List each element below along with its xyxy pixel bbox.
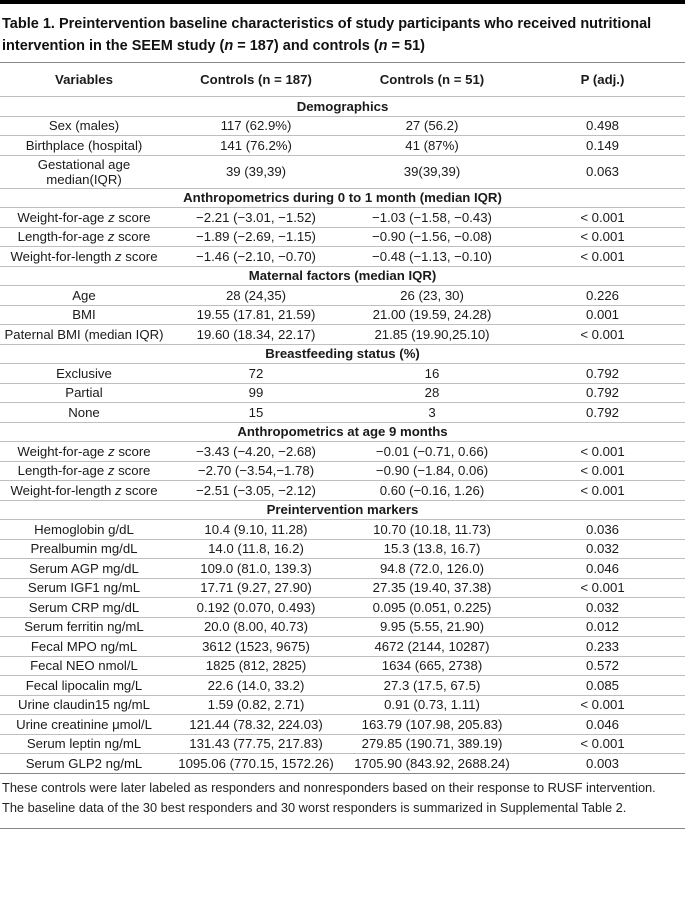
variable-cell <box>0 676 168 696</box>
controls-51-cell: 27.35 (19.40, 37.38) <box>372 580 492 596</box>
controls-51-cell: 21.85 (19.90,25.10) <box>374 326 490 342</box>
variable-label: Serum IGF1 ng/mL <box>27 580 141 596</box>
variable-cell <box>0 325 168 345</box>
variable-suffix: score <box>114 443 151 459</box>
controls-51-cell: 28 <box>424 385 440 401</box>
controls-187-cell: 131.43 (77.75, 217.83) <box>189 736 323 752</box>
controls-51-cell: 3 <box>428 404 436 420</box>
p-value-cell: < 0.001 <box>580 326 625 342</box>
variable-label: Birthplace (hospital) <box>25 137 143 153</box>
table-row <box>0 539 685 559</box>
variable-cell <box>0 656 168 676</box>
controls-187-cell: −1.89 (−2.69, −1.15) <box>196 229 316 245</box>
controls-187-cell: 39 (39,39) <box>225 164 287 179</box>
controls-51-cell: −1.03 (−1.58, −0.43) <box>372 209 492 225</box>
p-value-cell: 0.085 <box>585 677 619 693</box>
controls-187-cell: 72 <box>248 365 264 381</box>
controls-51-cell: −0.48 (−1.13, −0.10) <box>372 248 492 264</box>
table-row <box>0 286 685 306</box>
variable-cell <box>0 155 168 188</box>
p-value-cell: < 0.001 <box>580 736 625 752</box>
variable-cell <box>0 461 168 481</box>
p-value-cell: 0.012 <box>585 619 619 635</box>
controls-187-cell: −2.51 (−3.05, −2.12) <box>196 482 316 498</box>
controls-187-cell: 17.71 (9.27, 27.90) <box>200 580 312 596</box>
p-value-cell: 0.792 <box>585 404 619 420</box>
controls-187-cell: 19.55 (17.81, 21.59) <box>196 307 316 323</box>
header-row <box>0 63 685 97</box>
table-row <box>0 617 685 637</box>
controls-187-cell: 10.4 (9.10, 11.28) <box>204 521 308 537</box>
section-header-row <box>0 97 685 117</box>
variable-label: Weight-for-age <box>17 443 105 459</box>
controls-51-cell: −0.90 (−1.56, −0.08) <box>372 229 492 245</box>
controls-51-cell: 163.79 (107.98, 205.83) <box>361 716 503 732</box>
controls-51-cell: 26 (23, 30) <box>400 287 464 303</box>
controls-187-cell: −3.43 (−4.20, −2.68) <box>196 443 316 459</box>
controls-51-cell: 94.8 (72.0, 126.0) <box>379 560 485 576</box>
table-row <box>0 656 685 676</box>
variable-cell <box>0 116 168 136</box>
table-row <box>0 578 685 598</box>
variable-label: None <box>68 404 100 420</box>
table-row <box>0 754 685 774</box>
table-row <box>0 155 685 188</box>
variable-cell <box>0 695 168 715</box>
controls-51-cell: 21.00 (19.59, 24.28) <box>372 307 492 323</box>
table-row <box>0 383 685 403</box>
table-row <box>0 734 685 754</box>
variable-cell <box>0 305 168 325</box>
section-title: Preintervention markers <box>266 502 419 518</box>
p-value-cell: 0.149 <box>585 137 619 153</box>
p-value-cell: < 0.001 <box>580 443 625 459</box>
controls-51-cell: 39(39,39) <box>403 164 461 179</box>
table-footnote: These controls were later labeled as responders and nonresponders based on their response to RUSF intervention. The baseline data of the 30 best responders and 30 worst responders is summarized in Supplemental Table 2. <box>2 780 656 815</box>
variable-cell <box>0 227 168 247</box>
controls-51-cell: 1705.90 (843.92, 2688.24) <box>354 755 510 771</box>
controls-187-cell: 0.192 (0.070, 0.493) <box>196 599 316 615</box>
controls-51-cell: 27.3 (17.5, 67.5) <box>383 677 481 693</box>
variable-cell <box>0 617 168 637</box>
bottom-rule <box>0 828 685 829</box>
section-title: Demographics <box>296 98 389 114</box>
z-symbol: z <box>107 463 115 479</box>
z-symbol: z <box>108 443 115 459</box>
p-value-cell: 0.792 <box>585 365 619 381</box>
controls-51-cell: −0.90 (−1.84, 0.06) <box>375 463 489 479</box>
variable-suffix: score <box>114 209 151 225</box>
section-header-row <box>0 344 685 364</box>
table-row <box>0 364 685 384</box>
table-row <box>0 208 685 228</box>
p-value-cell: < 0.001 <box>580 580 625 596</box>
top-rule <box>0 0 685 4</box>
variable-label: Paternal BMI (median IQR) <box>4 326 164 342</box>
variable-label: Weight-for-length <box>10 248 112 264</box>
z-symbol: z <box>108 209 115 225</box>
controls-51-cell: 0.91 (0.73, 1.11) <box>384 697 480 713</box>
controls-187-cell: 99 <box>248 385 264 401</box>
variable-label: Gestational age median(IQR) <box>37 156 131 187</box>
p-value-cell: 0.226 <box>585 287 619 303</box>
variable-label: Length-for-age <box>17 229 105 245</box>
p-value-cell: 0.498 <box>585 118 619 134</box>
controls-187-cell: 3612 (1523, 9675) <box>202 638 310 654</box>
variable-label: Prealbumin mg/dL <box>30 541 138 557</box>
header-p-adj: P (adj.) <box>580 72 625 87</box>
table-row <box>0 461 685 481</box>
variable-label: Exclusive <box>56 365 112 381</box>
table-row <box>0 715 685 735</box>
variable-label: Urine claudin15 ng/mL <box>18 697 150 713</box>
controls-187-cell: −2.21 (−3.01, −1.52) <box>196 209 316 225</box>
p-value-cell: < 0.001 <box>580 209 625 225</box>
p-value-cell: 0.003 <box>585 755 619 771</box>
controls-51-cell: 10.70 (10.18, 11.73) <box>373 521 491 537</box>
variable-cell <box>0 715 168 735</box>
p-value-cell: 0.032 <box>585 599 619 615</box>
variable-label: Sex (males) <box>48 118 120 134</box>
variable-label: Serum CRP mg/dL <box>28 599 140 615</box>
table-row <box>0 227 685 247</box>
header-controls-187: Controls (n = 187) <box>200 72 312 87</box>
p-value-cell: 0.046 <box>585 716 619 732</box>
table-row <box>0 559 685 579</box>
controls-187-cell: 14.0 (11.8, 16.2) <box>208 541 304 557</box>
variable-suffix: score <box>121 248 158 264</box>
table-row <box>0 695 685 715</box>
variable-cell <box>0 383 168 403</box>
table-row <box>0 136 685 156</box>
p-value-cell: < 0.001 <box>580 463 625 479</box>
controls-187-cell: −2.70 (−3.54,−1.78) <box>197 463 315 479</box>
table-row <box>0 325 685 345</box>
controls-51-cell: 0.095 (0.051, 0.225) <box>372 599 492 615</box>
variable-label: Weight-for-length <box>10 482 112 498</box>
table-row <box>0 403 685 423</box>
controls-51-cell: 4672 (2144, 10287) <box>374 638 490 654</box>
z-symbol: z <box>107 229 115 245</box>
controls-187-cell: 20.0 (8.00, 40.73) <box>203 619 309 635</box>
controls-51-cell: 0.60 (−0.16, 1.26) <box>379 482 485 498</box>
header-controls-51: Controls (n = 51) <box>379 72 485 87</box>
variable-cell <box>0 539 168 559</box>
table-body <box>0 97 685 774</box>
variable-label: Hemoglobin g/dL <box>34 521 134 537</box>
baseline-characteristics-table <box>0 62 685 774</box>
section-title: Anthropometrics at age 9 months <box>237 424 448 440</box>
variable-label: Serum ferritin ng/mL <box>24 619 144 635</box>
variable-label: Partial <box>65 385 103 401</box>
p-value-cell: < 0.001 <box>580 697 625 713</box>
controls-187-cell: 15 <box>248 404 264 420</box>
variable-suffix: score <box>114 229 151 245</box>
p-value-cell: 0.792 <box>585 385 619 401</box>
variable-label: Serum AGP mg/dL <box>29 560 139 576</box>
variable-cell <box>0 578 168 598</box>
variable-cell <box>0 364 168 384</box>
variable-cell <box>0 520 168 540</box>
controls-187-cell: 1.59 (0.82, 2.71) <box>207 697 305 713</box>
table-row <box>0 442 685 462</box>
section-title: Breastfeeding status (%) <box>265 346 420 362</box>
variable-label: Fecal lipocalin mg/L <box>25 677 143 693</box>
variable-label: Length-for-age <box>17 463 105 479</box>
table-row <box>0 481 685 501</box>
controls-187-cell: 1825 (812, 2825) <box>205 658 307 674</box>
variable-label: Serum GLP2 ng/mL <box>25 755 143 771</box>
variable-label: Fecal MPO ng/mL <box>30 638 138 654</box>
p-value-cell: < 0.001 <box>580 482 625 498</box>
p-value-cell: 0.046 <box>585 560 619 576</box>
table-row <box>0 598 685 618</box>
variable-cell <box>0 286 168 306</box>
controls-187-cell: 109.0 (81.0, 139.3) <box>200 560 312 576</box>
p-value-cell: 0.001 <box>585 307 619 323</box>
variable-label: Fecal NEO nmol/L <box>30 658 138 674</box>
table-row <box>0 247 685 267</box>
controls-51-cell: 9.95 (5.55, 21.90) <box>379 619 485 635</box>
controls-187-cell: 19.60 (18.34, 22.17) <box>196 326 316 342</box>
variable-cell <box>0 598 168 618</box>
variable-cell <box>0 208 168 228</box>
controls-51-cell: 41 (87%) <box>405 137 459 153</box>
p-value-cell: 0.032 <box>585 541 619 557</box>
table-row <box>0 676 685 696</box>
variable-label: Urine creatinine μmol/L <box>16 716 152 732</box>
table-caption: Table 1. Preintervention baseline characteristics of study participants who received nutritional intervention in the SEEM study (n = 187) and controls (n = 51) <box>2 16 652 54</box>
controls-51-cell: 15.3 (13.8, 16.7) <box>383 541 481 557</box>
p-value-cell: 0.572 <box>585 658 619 674</box>
table-row <box>0 116 685 136</box>
table-row <box>0 305 685 325</box>
section-header-row <box>0 500 685 520</box>
variable-cell <box>0 481 168 501</box>
controls-187-cell: 141 (76.2%) <box>220 137 292 153</box>
variable-cell <box>0 734 168 754</box>
controls-187-cell: 22.6 (14.0, 33.2) <box>207 677 305 693</box>
p-value-cell: < 0.001 <box>580 229 625 245</box>
variable-label: Serum leptin ng/mL <box>26 736 142 752</box>
section-header-row <box>0 266 685 286</box>
variable-label: Age <box>72 287 96 303</box>
variable-suffix: score <box>114 463 151 479</box>
variable-cell <box>0 754 168 774</box>
table-row <box>0 520 685 540</box>
section-header-row <box>0 422 685 442</box>
controls-51-cell: 16 <box>424 365 440 381</box>
variable-cell <box>0 247 168 267</box>
table-row <box>0 637 685 657</box>
variable-cell <box>0 442 168 462</box>
section-header-row <box>0 188 685 208</box>
controls-187-cell: 28 (24,35) <box>225 287 287 303</box>
variable-cell <box>0 403 168 423</box>
controls-187-cell: 1095.06 (770.15, 1572.26) <box>178 755 334 771</box>
variable-cell <box>0 637 168 657</box>
p-value-cell: 0.233 <box>585 638 619 654</box>
variable-suffix: score <box>121 482 158 498</box>
z-symbol: z <box>115 248 122 264</box>
controls-187-cell: −1.46 (−2.10, −0.70) <box>196 248 316 264</box>
p-value-cell: 0.036 <box>585 521 619 537</box>
controls-187-cell: 117 (62.9%) <box>220 118 292 134</box>
section-title: Anthropometrics during 0 to 1 month (median IQR) <box>183 190 502 206</box>
variable-label: BMI <box>72 307 96 323</box>
section-title: Maternal factors (median IQR) <box>248 268 437 284</box>
z-symbol: z <box>115 482 122 498</box>
variable-cell <box>0 559 168 579</box>
controls-51-cell: −0.01 (−0.71, 0.66) <box>375 443 489 459</box>
controls-51-cell: 27 (56.2) <box>405 118 459 134</box>
controls-51-cell: 279.85 (190.71, 389.19) <box>361 736 503 752</box>
p-value-cell: 0.063 <box>585 164 619 179</box>
controls-51-cell: 1634 (665, 2738) <box>381 658 483 674</box>
variable-cell <box>0 136 168 156</box>
controls-187-cell: 121.44 (78.32, 224.03) <box>189 716 323 732</box>
p-value-cell: < 0.001 <box>580 248 625 264</box>
header-variables: Variables <box>55 72 113 87</box>
variable-label: Weight-for-age <box>17 209 105 225</box>
